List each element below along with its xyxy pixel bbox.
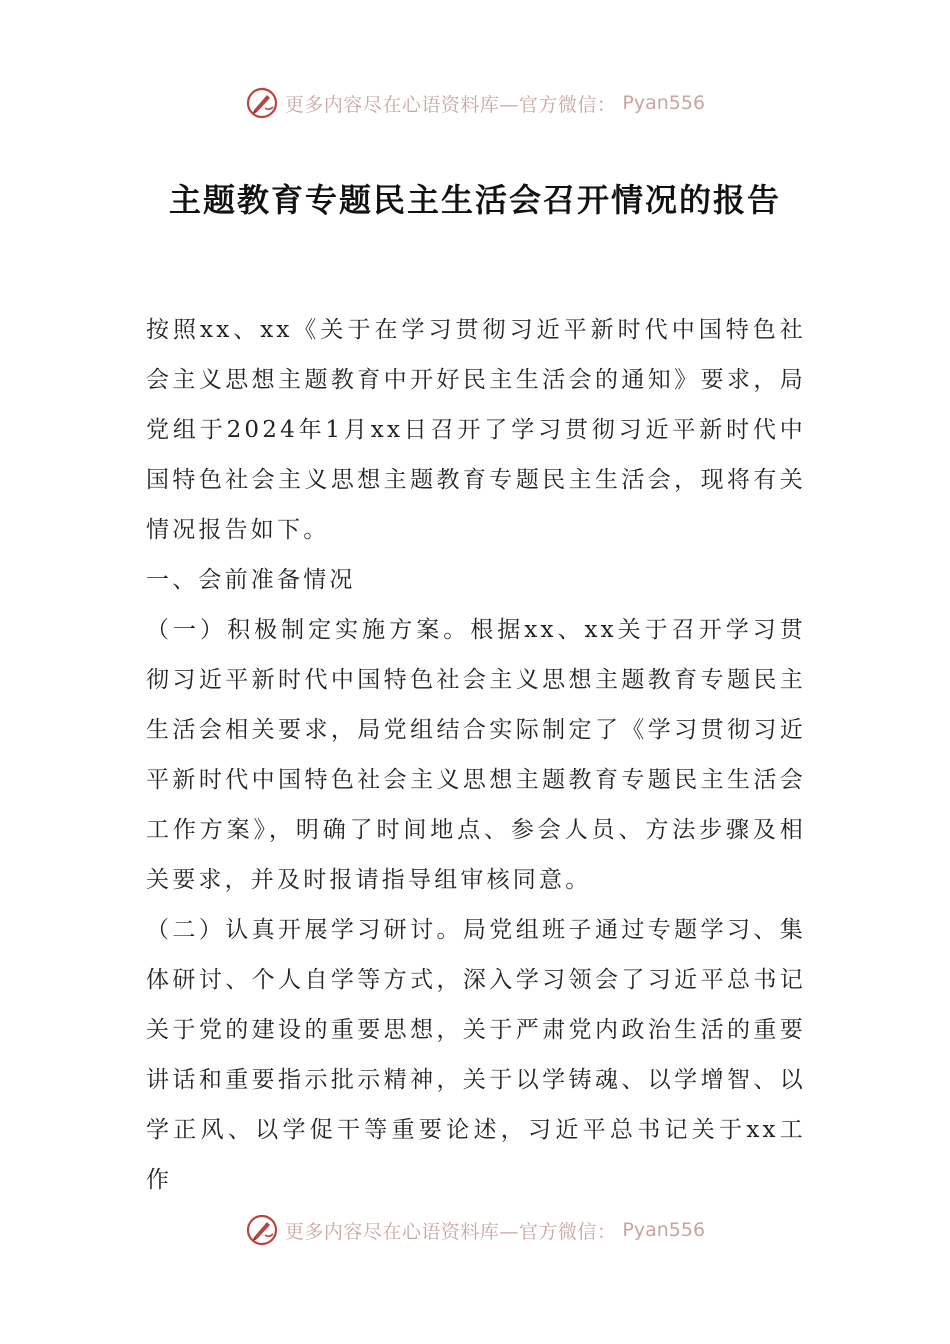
watermark-wechat-id: Pyan556 — [622, 92, 706, 114]
pen-logo-icon — [245, 1213, 279, 1247]
paragraph-study: （二）认真开展学习研讨。局党组班子通过专题学习、集体研讨、个人自学等方式，深入学习领会了习近平总书记关于党的建设的重要思想，关于严肃党内政治生活的重要讲话和重要指示批示精神，关于以学铸魂、以学增智、以学正风、以学促干等重要论述，习近平总书记关于xx工作 — [146, 917, 806, 1193]
watermark-text: 更多内容尽在心语资料库—官方微信： — [284, 93, 617, 116]
section-heading: 一、会前准备情况 — [146, 567, 356, 593]
paragraph-intro: 按照xx、xx《关于在学习贯彻习近平新时代中国特色社会主义思想主题教育中开好民主生活会的通知》要求，局党组于2024年1月xx日召开了学习贯彻习近平新时代中国特色社会主义思想主题教育专题民主生活会，现将有关情况报告如下。 — [146, 317, 806, 543]
watermark-text: 更多内容尽在心语资料库—官方微信： — [284, 1220, 617, 1243]
header-watermark — [0, 83, 950, 123]
pen-logo-icon — [245, 86, 279, 120]
paragraph-plan: （一）积极制定实施方案。根据xx、xx关于召开学习贯彻习近平新时代中国特色社会主义思想主题教育专题民主生活会相关要求，局党组结合实际制定了《学习贯彻习近平新时代中国特色社会主义思想主题教育专题民主生活会工作方案》，明确了时间地点、参会人员、方法步骤及相关要求，并及时报请指导组审核同意。 — [146, 617, 806, 893]
document-title: 主题教育专题民主生活会召开情况的报告 — [168, 181, 781, 219]
document-body — [146, 305, 806, 1205]
footer-watermark — [0, 1210, 950, 1250]
watermark-wechat-id: Pyan556 — [622, 1219, 706, 1241]
